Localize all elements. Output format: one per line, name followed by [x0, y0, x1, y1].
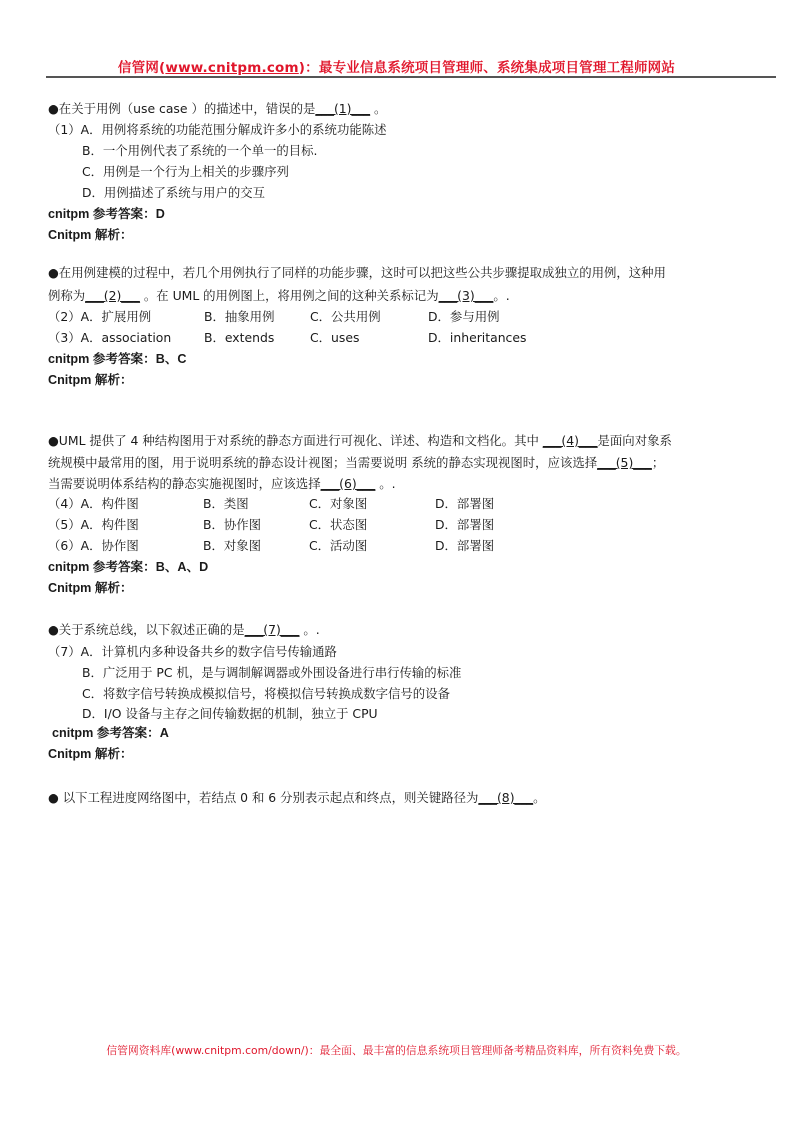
- q1-option-a: （1）A．用例将系统的功能范围分解成许多小的系统功能陈述: [48, 122, 387, 137]
- q2-answer: cnitpm 参考答案：B、C: [48, 352, 187, 366]
- q2-stem-line1: ●在用例建模的过程中，若几个用例执行了同样的功能步骤，这时可以把这些公共步骤提取成独立的用例，这种用: [48, 265, 666, 280]
- header-url-link[interactable]: www.cnitpm.com: [165, 60, 299, 76]
- q1-stem: ●在关于用例（use case ）的描述中，错误的是___(1)___ 。: [48, 101, 387, 116]
- q7-option-d: D．I/O 设备与主存之间传输数据的机制，独立于 CPU: [82, 706, 378, 721]
- q5-blank: ___(5)___: [597, 455, 652, 470]
- q6-blank: ___(6)___: [320, 476, 376, 491]
- q4-blank: ___(4)___: [542, 433, 598, 448]
- q4-stem-line2: 统规模中最常用的图，用于说明系统的静态设计视图；当需要说明 系统的静态实现视图时，应该选择___(5)___；: [48, 455, 665, 470]
- q4-answer: cnitpm 参考答案：B、A、D: [48, 560, 209, 574]
- header-tagline: )：最专业信息系统项目管理师、系统集成项目管理工程师网站: [298, 60, 676, 76]
- q1-analysis: Cnitpm 解析：: [48, 228, 133, 242]
- q1-option-d: D．用例描述了系统与用户的交互: [82, 185, 266, 200]
- q8-stem: ● 以下工程进度网络图中，若结点 0 和 6 分别表示起点和终点，则关键路径为___(8)___。: [48, 790, 546, 805]
- q3-blank: ___(3)___: [438, 288, 494, 303]
- q1-option-c: C．用例是一个行为上相关的步骤序列: [82, 164, 289, 179]
- q7-option-a: （7）A．计算机内多种设备共乡的数字信号传输通路: [48, 644, 337, 659]
- page-footer: 信管网资料库(www.cnitpm.com/down/)：最全面、最丰富的信息系统项目管理师备考精品资料库，所有资料免费下载。: [106, 1044, 687, 1057]
- q8-blank: ___(8)___: [478, 790, 534, 805]
- q4-options-row: （4）A．构件图 B．类图 C．对象图 D．部署图: [48, 496, 495, 511]
- q1-answer: cnitpm 参考答案：D: [48, 207, 165, 221]
- page-header: [0, 56, 793, 76]
- header-rule: [46, 76, 776, 78]
- q5-options-row: （5）A．构件图 B．协作图 C．状态图 D．部署图: [48, 517, 495, 532]
- q2-analysis: Cnitpm 解析：: [48, 373, 133, 387]
- q7-blank: ___(7)___: [244, 622, 300, 637]
- q4-stem-line1: ●UML 提供了 4 种结构图用于对系统的静态方面进行可视化、详述、构造和文档化。其中 ___(4)___是面向对象系: [48, 433, 672, 448]
- q7-stem: ●关于系统总线，以下叙述正确的是___(7)___ 。.: [48, 622, 320, 637]
- q7-analysis: Cnitpm 解析：: [48, 747, 133, 761]
- q4-stem-line3: 当需要说明体系结构的静态实施视图时，应该选择___(6)___ 。.: [48, 476, 396, 491]
- q2-stem-line2: 例称为___(2)___ 。在 UML 的用例图上，将用例之间的这种关系标记为___(3)___。.: [48, 288, 510, 303]
- q2-blank: ___(2)___: [85, 288, 140, 303]
- q7-answer: cnitpm 参考答案：A: [52, 726, 169, 740]
- q6-options-row: （6）A．协作图 B．对象图 C．活动图 D．部署图: [48, 538, 495, 553]
- q2-options-row: （2）A．扩展用例 B．抽象用例 C．公共用例 D．参与用例: [48, 309, 500, 324]
- q1-option-b: B．一个用例代表了系统的一个单一的目标.: [82, 143, 318, 158]
- header-site: 信管网(: [117, 60, 166, 76]
- q3-options-row: （3）A．association B．extends C．uses D．inheritances: [48, 330, 527, 345]
- q7-option-c: C．将数字信号转换成模拟信号，将模拟信号转换成数字信号的设备: [82, 686, 450, 701]
- q4-analysis: Cnitpm 解析：: [48, 581, 133, 595]
- q7-option-b: B．广泛用于 PC 机，是与调制解调器或外围设备进行串行传输的标准: [82, 665, 462, 680]
- q1-blank: ___(1)___: [315, 101, 371, 116]
